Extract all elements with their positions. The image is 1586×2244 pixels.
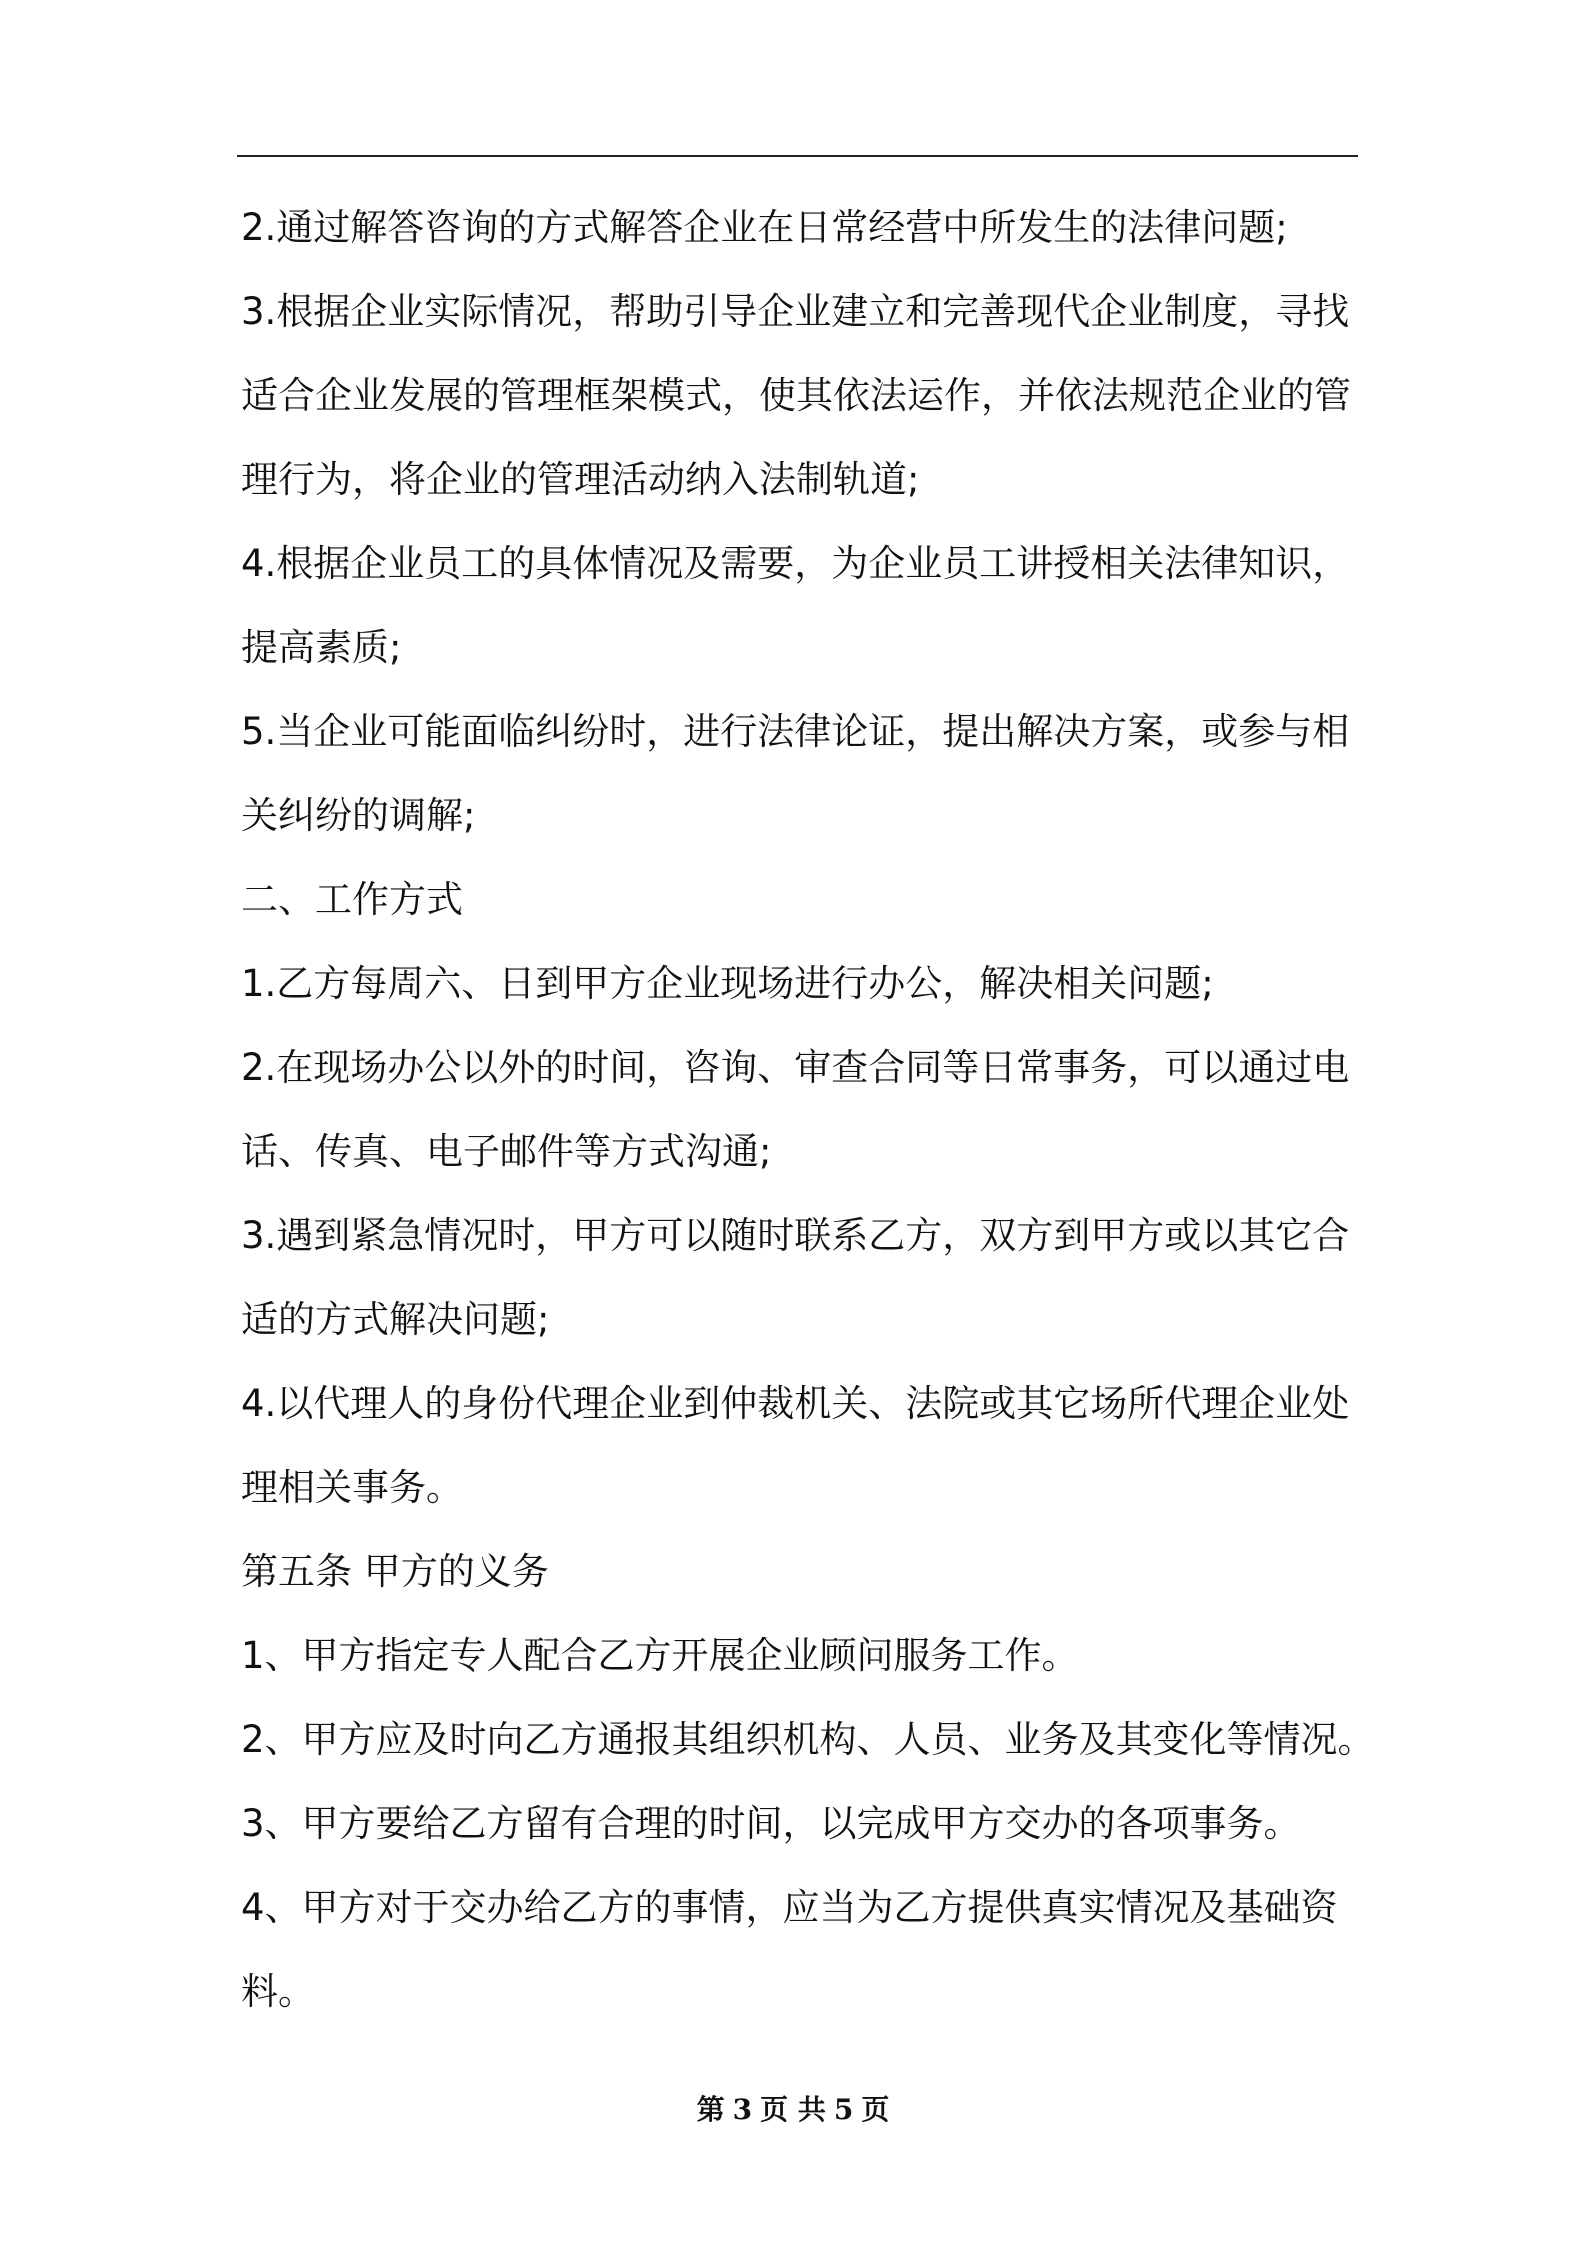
page-label-mid: 页 共	[760, 2093, 826, 2126]
text-line: 4.根据企业员工的具体情况及需要，为企业员工讲授相关法律知识，	[241, 542, 1350, 585]
text-line: 理行为，将企业的管理活动纳入法制轨道;	[241, 458, 920, 501]
text-line: 话、传真、电子邮件等方式沟通;	[241, 1130, 772, 1173]
page-label-suffix: 页	[861, 2093, 890, 2126]
text-line: 适的方式解决问题;	[241, 1298, 550, 1341]
section-heading: 二、工作方式	[241, 878, 463, 921]
document-body	[241, 196, 1376, 2044]
text-line: 5.当企业可能面临纠纷时，进行法律论证，提出解决方案，或参与相	[241, 710, 1350, 753]
text-line: 3.根据企业实际情况，帮助引导企业建立和完善现代企业制度，寻找	[241, 290, 1350, 333]
text-line: 1.乙方每周六、日到甲方企业现场进行办公，解决相关问题;	[241, 962, 1214, 1005]
text-line: 2、甲方应及时向乙方通报其组织机构、人员、业务及其变化等情况。	[241, 1718, 1375, 1761]
text-line: 1、甲方指定专人配合乙方开展企业顾问服务工作。	[241, 1634, 1079, 1677]
text-line: 理相关事务。	[241, 1466, 463, 1509]
total-pages-number: 5	[833, 2093, 854, 2126]
text-line: 适合企业发展的管理框架模式，使其依法运作，并依法规范企业的管	[241, 374, 1351, 417]
text-line: 提高素质;	[241, 626, 402, 669]
header-divider	[237, 155, 1358, 157]
text-line: 3、甲方要给乙方留有合理的时间，以完成甲方交办的各项事务。	[241, 1802, 1301, 1845]
text-line: 4.以代理人的身份代理企业到仲裁机关、法院或其它场所代理企业处	[241, 1382, 1350, 1425]
current-page-number: 3	[732, 2093, 753, 2126]
text-line: 料。	[241, 1970, 315, 2013]
page-label-prefix: 第	[696, 2093, 725, 2126]
text-line: 2.通过解答咨询的方式解答企业在日常经营中所发生的法律问题;	[241, 206, 1288, 249]
text-line: 4、甲方对于交办给乙方的事情，应当为乙方提供真实情况及基础资	[241, 1886, 1338, 1929]
page-footer	[0, 2090, 1586, 2130]
text-line: 关纠纷的调解;	[241, 794, 476, 837]
text-line: 3.遇到紧急情况时，甲方可以随时联系乙方，双方到甲方或以其它合	[241, 1214, 1350, 1257]
article-heading: 第五条 甲方的义务	[241, 1550, 549, 1593]
text-line: 2.在现场办公以外的时间，咨询、审查合同等日常事务，可以通过电	[241, 1046, 1350, 1089]
